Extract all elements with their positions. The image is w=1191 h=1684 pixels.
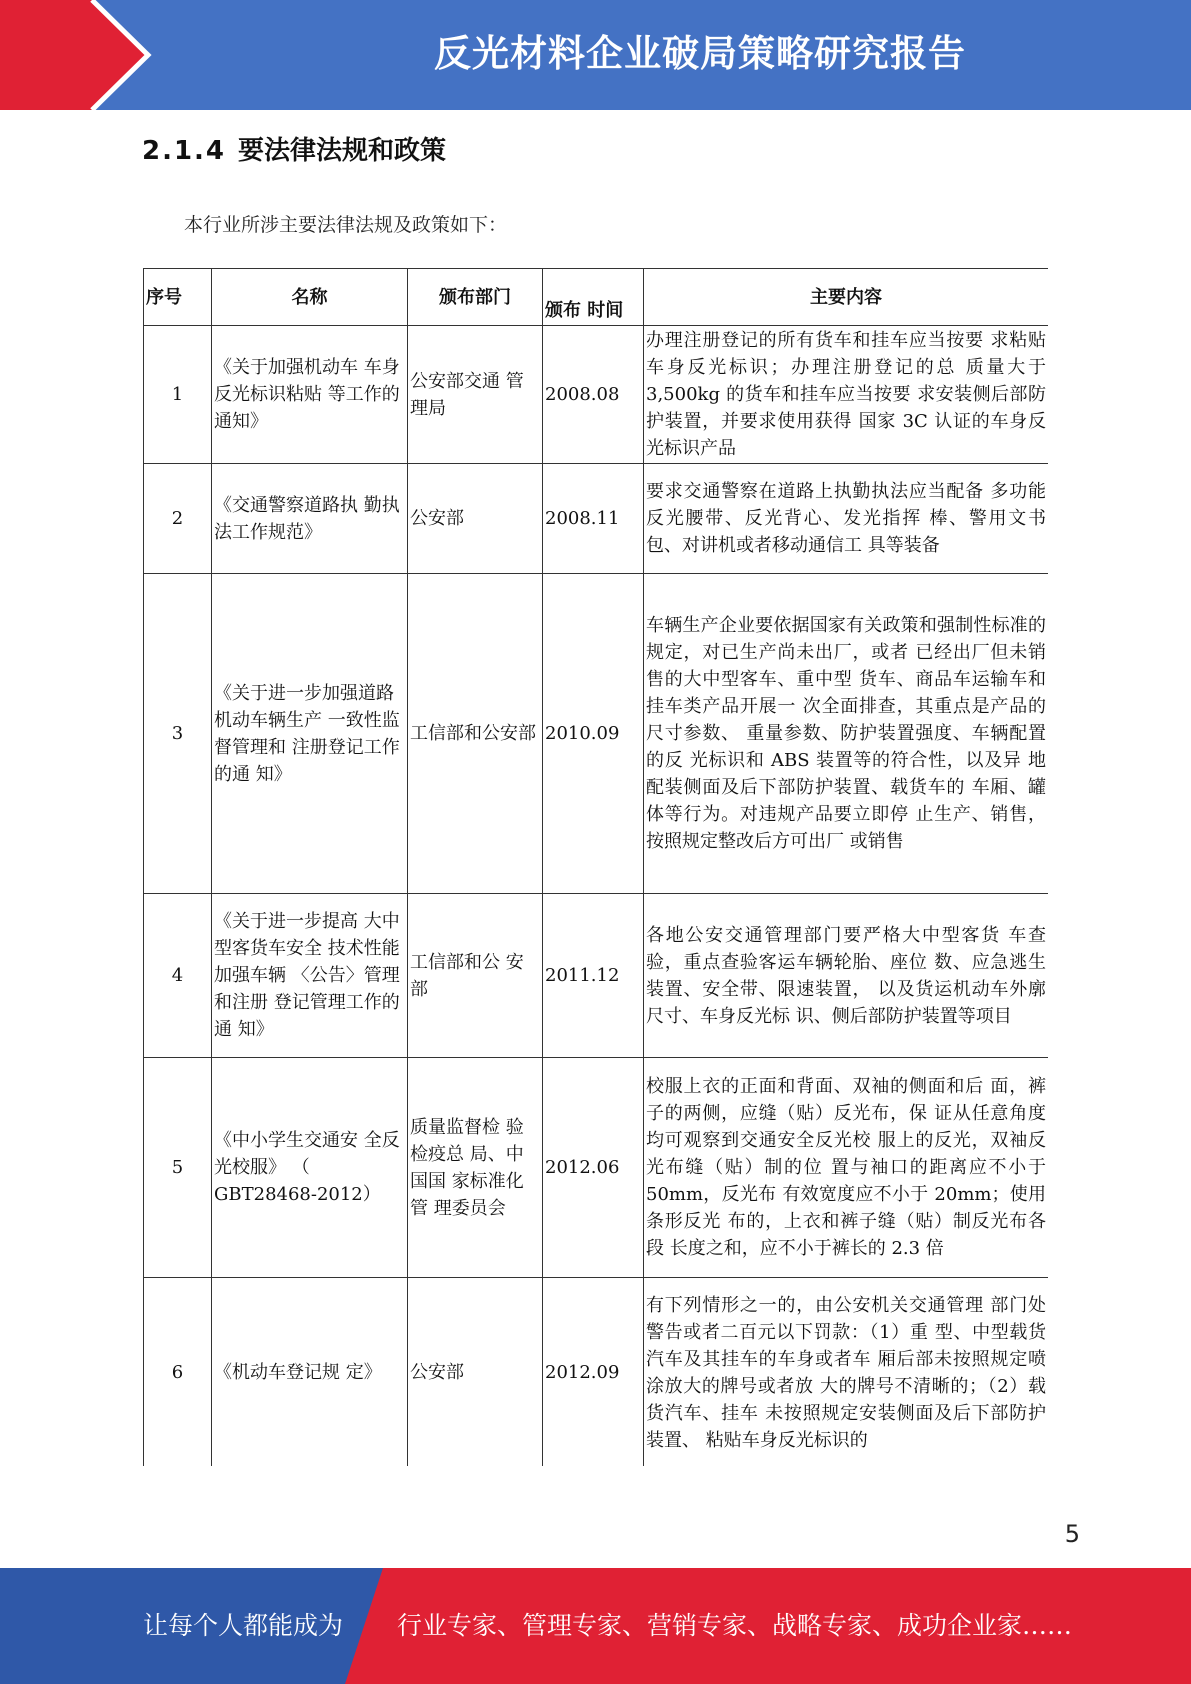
- row-no: 3: [144, 574, 212, 894]
- header-content: 主要内容: [644, 269, 1049, 326]
- row-dept: 公安部交通 管理局: [408, 326, 543, 464]
- row-no: 1: [144, 326, 212, 464]
- header-arrow-decoration: [0, 0, 160, 110]
- footer-slogan-left: 让每个人都能成为: [143, 1611, 344, 1640]
- row-name: 《关于加强机动车 车身反光标识粘贴 等工作的通知》: [212, 326, 408, 464]
- header-dept: 颁布部门: [408, 269, 543, 326]
- row-date: 2008.11: [543, 464, 644, 574]
- row-no: 6: [144, 1278, 212, 1467]
- page-number: 5: [1064, 1520, 1080, 1548]
- row-date: 2012.09: [543, 1278, 644, 1467]
- row-date: 2012.06: [543, 1058, 644, 1278]
- header-name: 名称: [212, 269, 408, 326]
- section-title-text: 要法律法规和政策: [238, 136, 447, 166]
- page-footer: [0, 1568, 1191, 1684]
- row-content: 校服上衣的正面和背面、双袖的侧面和后 面，裤子的两侧，应缝（贴）反光布，保 证从任意角度均可观察到交通安全反光校 服上的反光，双袖反光布缝（贴）制的位 置与袖口的距离应不小于 50mm，反光布 有效宽度应不小于 20mm；使用条形反光 布的，上衣和裤子缝（贴）制反光布各段 长度之和，应不小于裤长的 2.3 倍: [644, 1058, 1049, 1278]
- row-content: 各地公安交通管理部门要严格大中型客货 车查验，重点查验客运车辆轮胎、座位 数、应急逃生装置、安全带、限速装置， 以及货运机动车外廓尺寸、车身反光标 识、侧后部防护装置等项目: [644, 894, 1049, 1058]
- header-no: 序号: [144, 269, 212, 326]
- row-name: 《机动车登记规 定》: [212, 1278, 408, 1467]
- page-header: [0, 0, 1191, 110]
- section-heading: [142, 130, 446, 167]
- row-date: 2011.12: [543, 894, 644, 1058]
- row-content: 车辆生产企业要依据国家有关政策和强制性标准的规定，对已生产尚未出厂，或者 已经出厂但未销售的大中型客车、重中型 货车、商品车运输车和挂车类产品开展一 次全面排查，其重点是产品的尺寸参数、 重量参数、防护装置强度、车辆配置的反 光标识和 ABS 装置等的符合性，以及异 地配装侧面及后下部防护装置、载货车的 车厢、罐体等行为。对违规产品要立即停 止生产、销售，按照规定整改后方可出厂 或销售: [644, 574, 1049, 894]
- table-row: [144, 464, 1049, 574]
- row-content: 要求交通警察在道路上执勤执法应当配备 多功能反光腰带、反光背心、发光指挥 棒、警用文书包、对讲机或者移动通信工 具等装备: [644, 464, 1049, 574]
- row-name: 《关于进一步加强道路机动车辆生产 一致性监督管理和 注册登记工作的通 知》: [212, 574, 408, 894]
- table-row: [144, 1278, 1049, 1467]
- report-title: 反光材料企业破局策略研究报告: [434, 32, 966, 75]
- row-no: 4: [144, 894, 212, 1058]
- row-dept: 工信部和公 安部: [408, 894, 543, 1058]
- footer-slogan-right: 行业专家、管理专家、营销专家、战略专家、成功企业家……: [397, 1611, 1073, 1640]
- section-number: 2.1.4: [142, 136, 227, 166]
- table-row: [144, 1058, 1049, 1278]
- row-no: 2: [144, 464, 212, 574]
- table-row: [144, 894, 1049, 1058]
- row-content: 办理注册登记的所有货车和挂车应当按要 求粘贴车身反光标识；办理注册登记的总 质量大于 3,500kg 的货车和挂车应当按要 求安装侧后部防护装置，并要求使用获得 国家 3C 认证的车身反光标识产品: [644, 326, 1049, 464]
- row-dept: 工信部和公安部: [408, 574, 543, 894]
- row-date: 2008.08: [543, 326, 644, 464]
- row-dept: 质量监督检 验检疫总 局、中国国 家标准化管 理委员会: [408, 1058, 543, 1278]
- regulations-table-wrap: [143, 268, 1048, 1466]
- intro-paragraph: 本行业所涉主要法律法规及政策如下：: [184, 214, 508, 236]
- regulations-table: [143, 268, 1048, 1466]
- row-name: 《中小学生交通安 全反光校服》 （ GBT28468-2012）: [212, 1058, 408, 1278]
- table-row: [144, 574, 1049, 894]
- row-name: 《关于进一步提高 大中型客货车安全 技术性能加强车辆 〈公告〉管理和注册 登记管理工作的通 知》: [212, 894, 408, 1058]
- table-header-row: [144, 269, 1049, 326]
- row-content: 有下列情形之一的，由公安机关交通管理 部门处警告或者二百元以下罚款：（1）重 型、中型载货汽车及其挂车的车身或者车 厢后部未按照规定喷涂放大的牌号或者放 大的牌号不清晰的；（2）载货汽车、挂车 未按照规定安装侧面及后下部防护装置、 粘贴车身反光标识的: [644, 1278, 1049, 1467]
- table-row: [144, 326, 1049, 464]
- row-dept: 公安部: [408, 1278, 543, 1467]
- row-date: 2010.09: [543, 574, 644, 894]
- row-no: 5: [144, 1058, 212, 1278]
- row-name: 《交通警察道路执 勤执法工作规范》: [212, 464, 408, 574]
- row-dept: 公安部: [408, 464, 543, 574]
- header-date: 颁布 时间: [543, 269, 644, 326]
